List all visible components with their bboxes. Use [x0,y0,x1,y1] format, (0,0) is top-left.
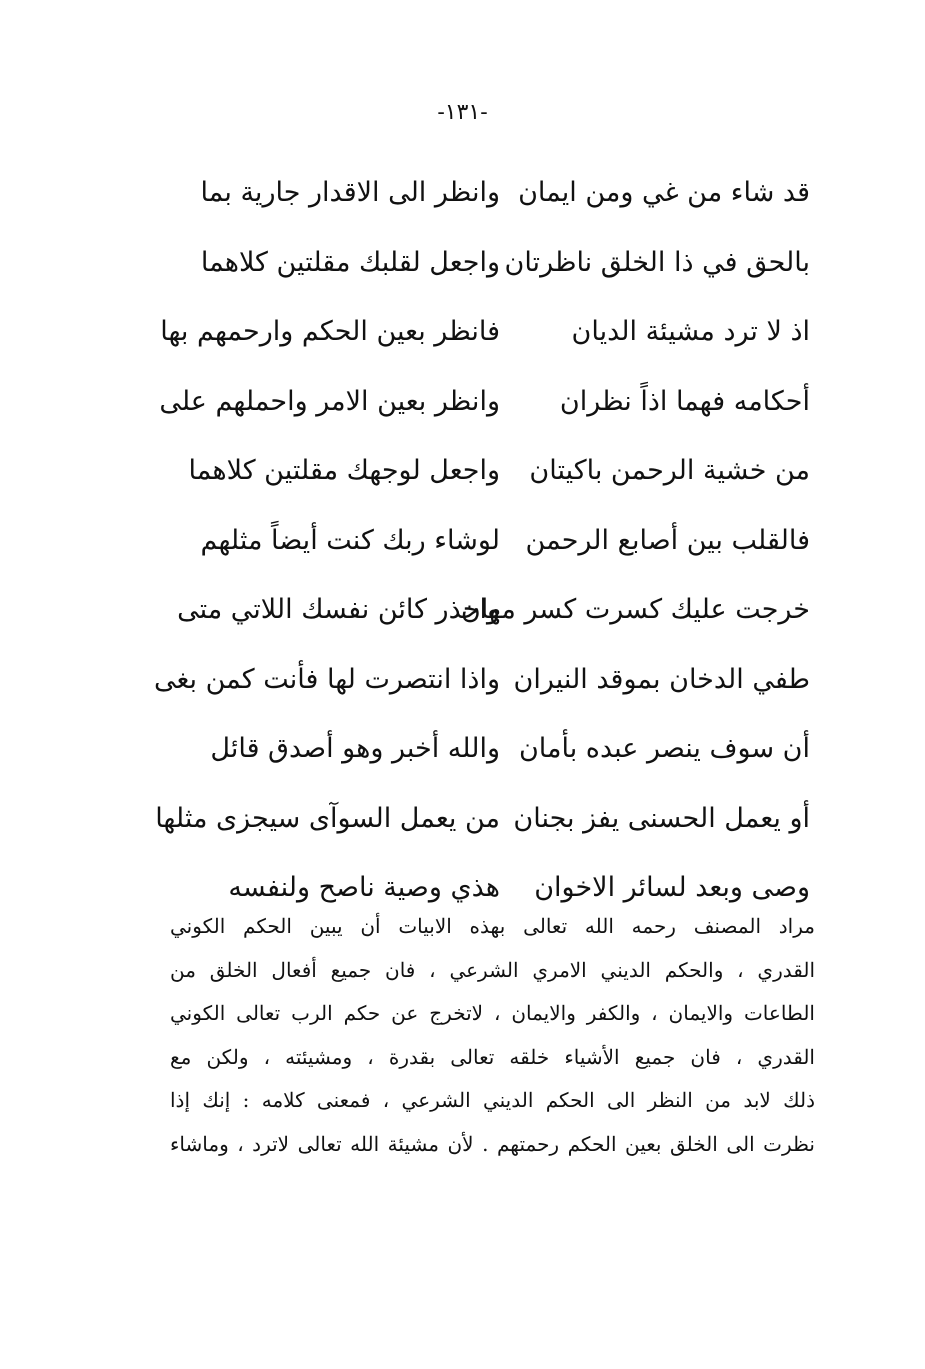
page-number: -١٣١- [437,100,488,125]
verse [159,367,810,437]
verse-second-hemistich: أو يعمل الحسنى يفز بجنان [513,802,810,834]
commentary-line: ذلك لابد من النظر الى الحكم الديني الشرعي ، فمعنى كلامه : إنك إذا [170,1088,815,1112]
commentary-line: مراد المصنف رحمه الله تعالى بهذه الابيات أن يبين الحكم الكوني [170,914,815,938]
verse-second-hemistich: اذ لا ترد مشيئة الديان [571,316,810,348]
verse-first-hemistich: واذا انتصرت لها فأنت كمن بغى [154,663,500,695]
verse-second-hemistich: فالقلب بين أصابع الرحمن [525,524,810,556]
verse [210,714,810,784]
verse-first-hemistich: لوشاء ربك كنت أيضاً مثلهم [200,524,500,556]
verse-second-hemistich: من خشية الرحمن باكيتان [529,455,810,487]
verse [200,158,810,228]
verse [177,575,810,645]
verse-first-hemistich: من يعمل السوآى سيجزى مثلها [155,802,500,834]
verse-second-hemistich: طفي الدخان بموقد النيران [513,663,810,695]
commentary-line: القدري ، فان جميع الأشياء خلقه تعالى بقدرة ، ومشيئته ، ولكن مع [170,1044,815,1069]
verse [155,784,810,854]
commentary-line: القدري ، والحكم الديني الامري الشرعي ، فان جميع أفعال الخلق من [170,957,815,982]
verse-second-hemistich: قد شاء من غي ومن ايمان [518,177,810,209]
verse [200,228,810,298]
verse-first-hemistich: واحذر كائن نفسك اللاتي متى [177,594,500,626]
verse [154,645,810,715]
verse-first-hemistich: وانظر بعين الامر واحملهم على [159,385,500,417]
verse [188,436,810,506]
poem [154,158,810,923]
verse-second-hemistich: خرجت عليك كسرت كسر مهان [460,594,810,626]
commentary-line: الطاعات والايمان ، والكفر والايمان ، لاتخرج عن حكم الرب تعالى الكوني [170,1001,815,1025]
verse-first-hemistich: وانظر الى الاقدار جارية بما [200,177,500,209]
verse-second-hemistich: بالحق في ذا الخلق ناظرتان [504,246,810,278]
verse-second-hemistich: وصى وبعد لسائر الاخوان [534,872,810,904]
commentary-line: نظرت الى الخلق بعين الحكم رحمتهم . لأن مشيئة الله تعالى لاترد ، وماشاء [170,1131,815,1156]
verse-first-hemistich: فانظر بعين الحكم وارحمهم بها [160,316,500,348]
verse-second-hemistich: أن سوف ينصر عبده بأمان [518,733,810,765]
verse-first-hemistich: واجعل لقلبك مقلتين كلاهما [200,246,500,278]
verse-first-hemistich: واجعل لوجهك مقلتين كلاهما [188,455,500,487]
verse-second-hemistich: أحكامه فهما اذاً نظران [559,385,810,417]
verse-first-hemistich: والله أخبر وهو أصدق قائل [210,733,500,765]
verse [160,297,810,367]
commentary-paragraph [170,905,815,1166]
verse [200,506,810,576]
verse-first-hemistich: هذي وصية ناصح ولنفسه [228,872,500,904]
